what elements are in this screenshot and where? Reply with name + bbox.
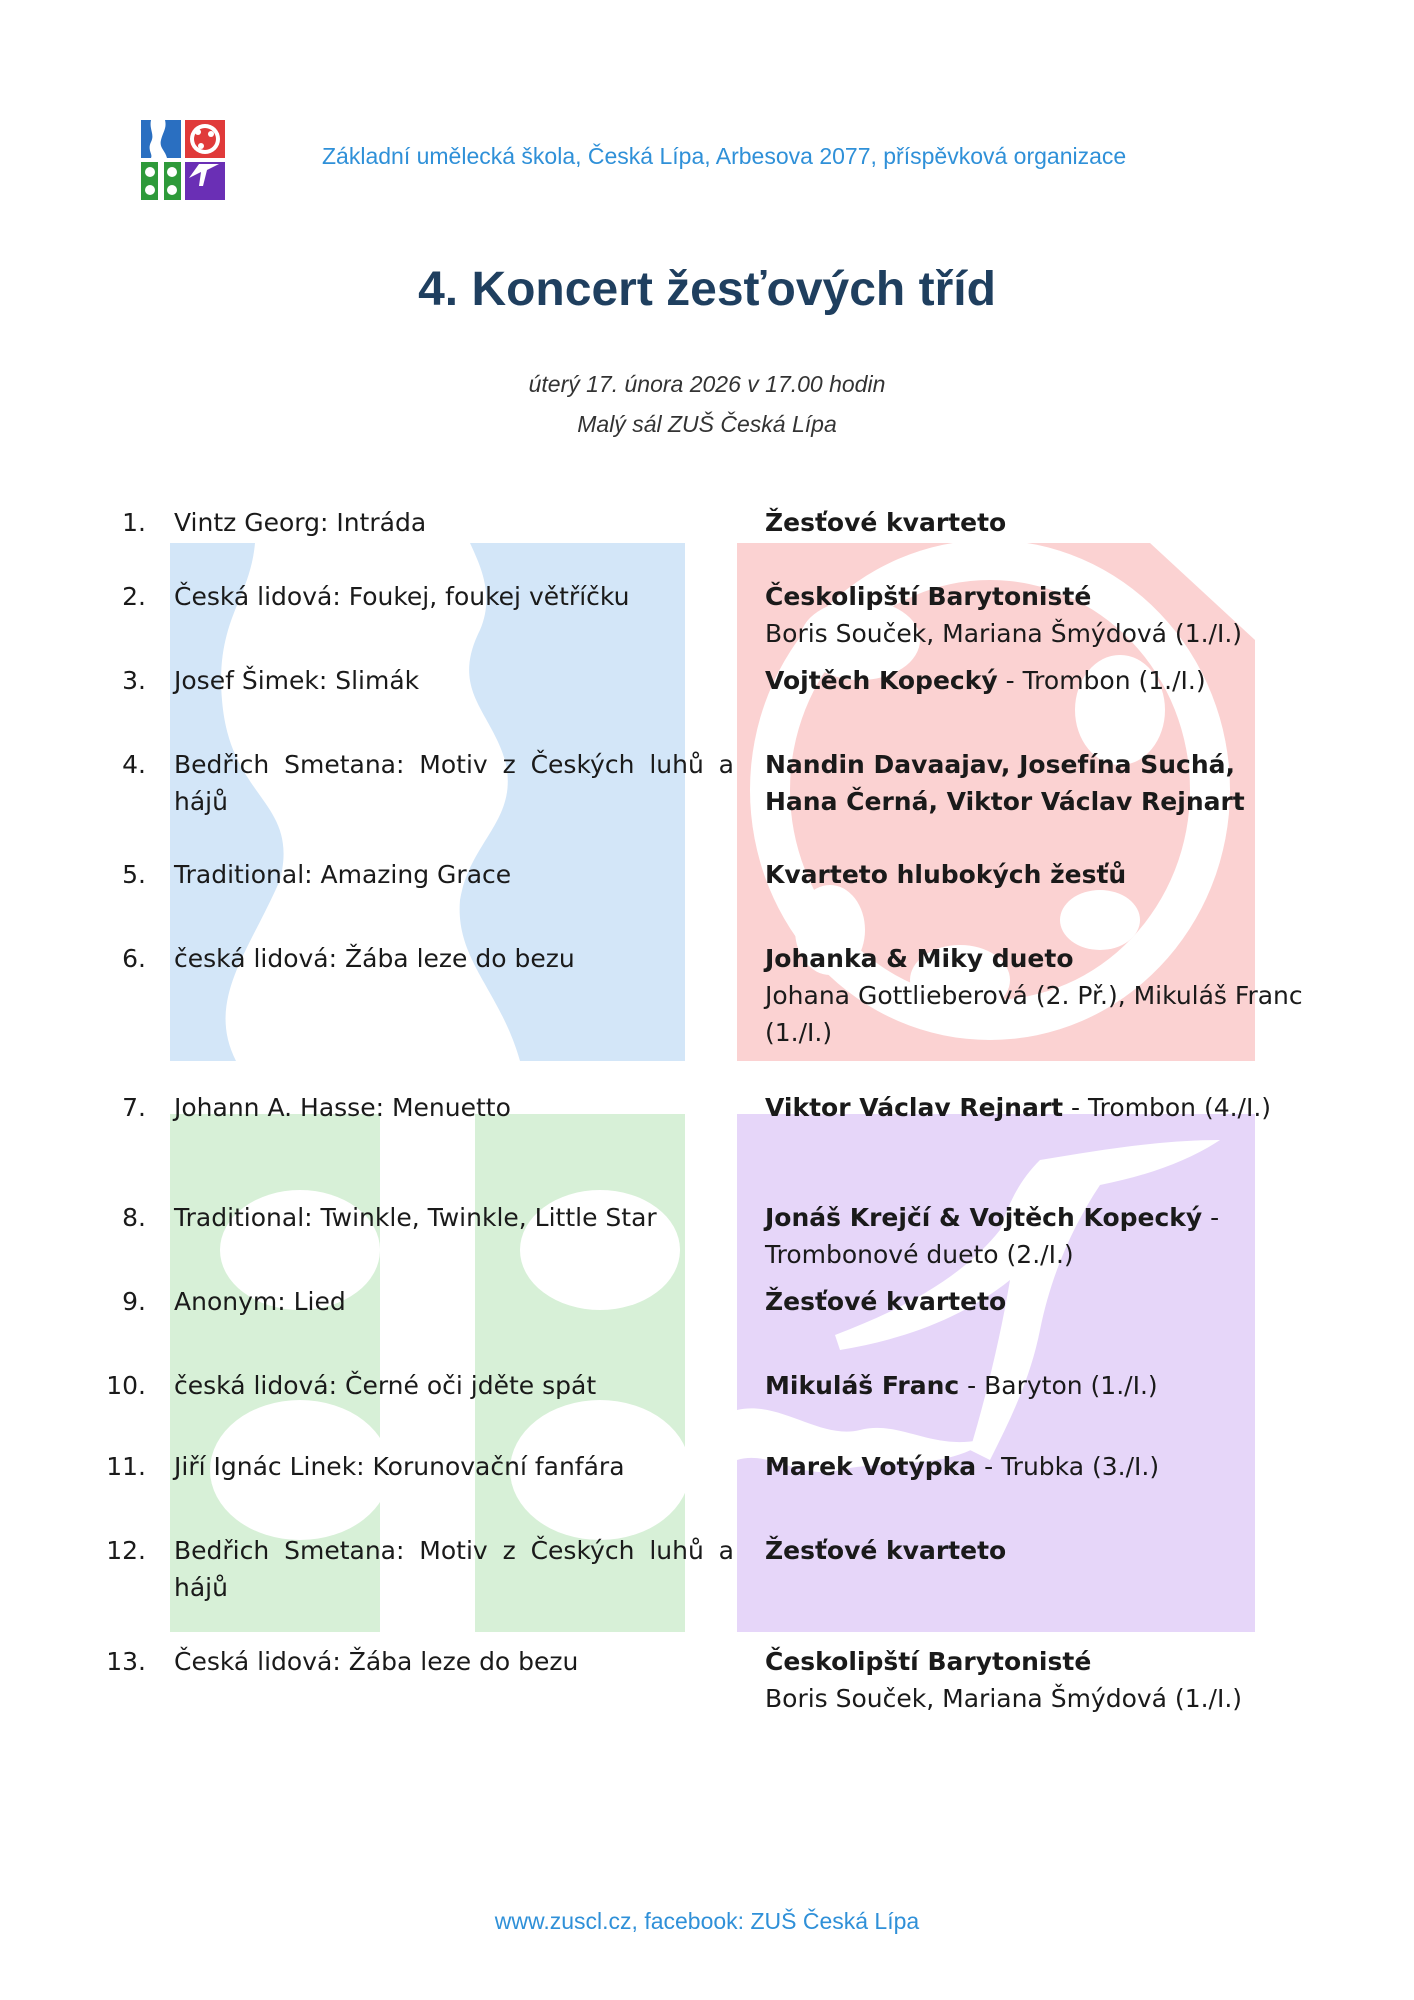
- performer-name: Jonáš Krejčí & Vojtěch Kopecký: [765, 1203, 1203, 1232]
- piece-title: Česká lidová: Žába leze do bezu: [174, 1647, 579, 1676]
- item-number: 3.: [122, 666, 146, 695]
- item-number: 13.: [106, 1647, 146, 1676]
- item-number: 10.: [106, 1371, 146, 1400]
- performer-detail: Boris Souček, Mariana Šmýdová (1./I.): [765, 619, 1243, 648]
- item-number: 11.: [106, 1452, 146, 1481]
- performer-detail: Johana Gottlieberová (2. Př.), Mikuláš Franc (1./I.): [765, 981, 1303, 1047]
- item-number: 2.: [122, 582, 146, 611]
- school-logo: [141, 120, 225, 200]
- footer-links: www.zuscl.cz, facebook: ZUŠ Česká Lípa: [494, 1908, 920, 1934]
- piece-title: česká lidová: Černé oči jděte spát: [174, 1371, 597, 1400]
- performer-name: Žesťové kvarteto: [765, 508, 1007, 537]
- piece-title: Vintz Georg: Intráda: [174, 508, 427, 537]
- piece-title: Bedřich Smetana: Motiv z Českých luhů a hájů: [174, 750, 734, 816]
- performer-name: Žesťové kvarteto: [765, 1287, 1007, 1316]
- school-header: Základní umělecká škola, Česká Lípa, Arbesova 2077, příspěvková organizace: [322, 143, 1127, 169]
- item-number: 5.: [122, 860, 146, 889]
- performer-name: Johanka & Miky dueto: [765, 944, 1074, 973]
- performer-name: Nandin Davaajav, Josefína Suchá, Hana Černá, Viktor Václav Rejnart: [765, 750, 1245, 816]
- item-number: 4.: [122, 750, 146, 779]
- performer-name: Mikuláš Franc: [765, 1371, 960, 1400]
- performer-name: Českolipští Barytonisté: [765, 1647, 1092, 1676]
- piece-title: Traditional: Twinkle, Twinkle, Little Star: [174, 1203, 657, 1232]
- performer: [765, 504, 1305, 541]
- item-number: 8.: [122, 1203, 146, 1232]
- performer: [765, 1089, 1305, 1126]
- piece-title: Johann A. Hasse: Menuetto: [174, 1093, 511, 1122]
- piece-title: Traditional: Amazing Grace: [174, 860, 512, 889]
- performer-name: Kvarteto hlubokých žesťů: [765, 860, 1127, 889]
- performer-name: Žesťové kvarteto: [765, 1536, 1007, 1565]
- item-number: 9.: [122, 1287, 146, 1316]
- performer: [765, 856, 1305, 893]
- performer: [765, 1532, 1305, 1569]
- performer-name: Viktor Václav Rejnart: [765, 1093, 1064, 1122]
- performer-detail: Boris Souček, Mariana Šmýdová (1./I.): [765, 1684, 1243, 1713]
- concert-date: úterý 17. února 2026 v 17.00 hodin: [528, 371, 886, 397]
- performer: [765, 746, 1305, 820]
- concert-venue: Malý sál ZUŠ Česká Lípa: [577, 411, 837, 437]
- performer-detail: - Baryton (1./I.): [959, 1371, 1158, 1400]
- performer-detail: - Trubka (3./I.): [976, 1452, 1160, 1481]
- performer: [765, 1448, 1305, 1485]
- item-number: 1.: [122, 508, 146, 537]
- performer: [765, 578, 1305, 652]
- performer-detail: - Trombon (1./I.): [997, 666, 1206, 695]
- performer-name: Marek Votýpka: [765, 1452, 977, 1481]
- performer: [765, 1283, 1305, 1320]
- piece-title: česká lidová: Žába leze do bezu: [174, 944, 575, 973]
- performer: [765, 1643, 1305, 1717]
- piece-title: Česká lidová: Foukej, foukej větříčku: [174, 582, 630, 611]
- performer: [765, 662, 1305, 699]
- item-number: 12.: [106, 1536, 146, 1565]
- piece-title: Bedřich Smetana: Motiv z Českých luhů a hájů: [174, 1536, 734, 1602]
- performer-name: Vojtěch Kopecký: [765, 666, 998, 695]
- piece-title: Anonym: Lied: [174, 1287, 346, 1316]
- piece-title: Josef Šimek: Slimák: [174, 666, 420, 695]
- performer: [765, 1199, 1305, 1273]
- item-number: 7.: [122, 1093, 146, 1122]
- page-title: 4. Koncert žesťových tříd: [418, 263, 996, 316]
- performer: [765, 940, 1305, 1051]
- performer-name: Českolipští Barytonisté: [765, 582, 1092, 611]
- piece-title: Jiří Ignác Linek: Korunovační fanfára: [174, 1452, 625, 1481]
- item-number: 6.: [122, 944, 146, 973]
- performer-detail: - Trombonové dueto (2./I.): [765, 1203, 1220, 1269]
- performer: [765, 1367, 1305, 1404]
- performer-detail: - Trombon (4./I.): [1063, 1093, 1272, 1122]
